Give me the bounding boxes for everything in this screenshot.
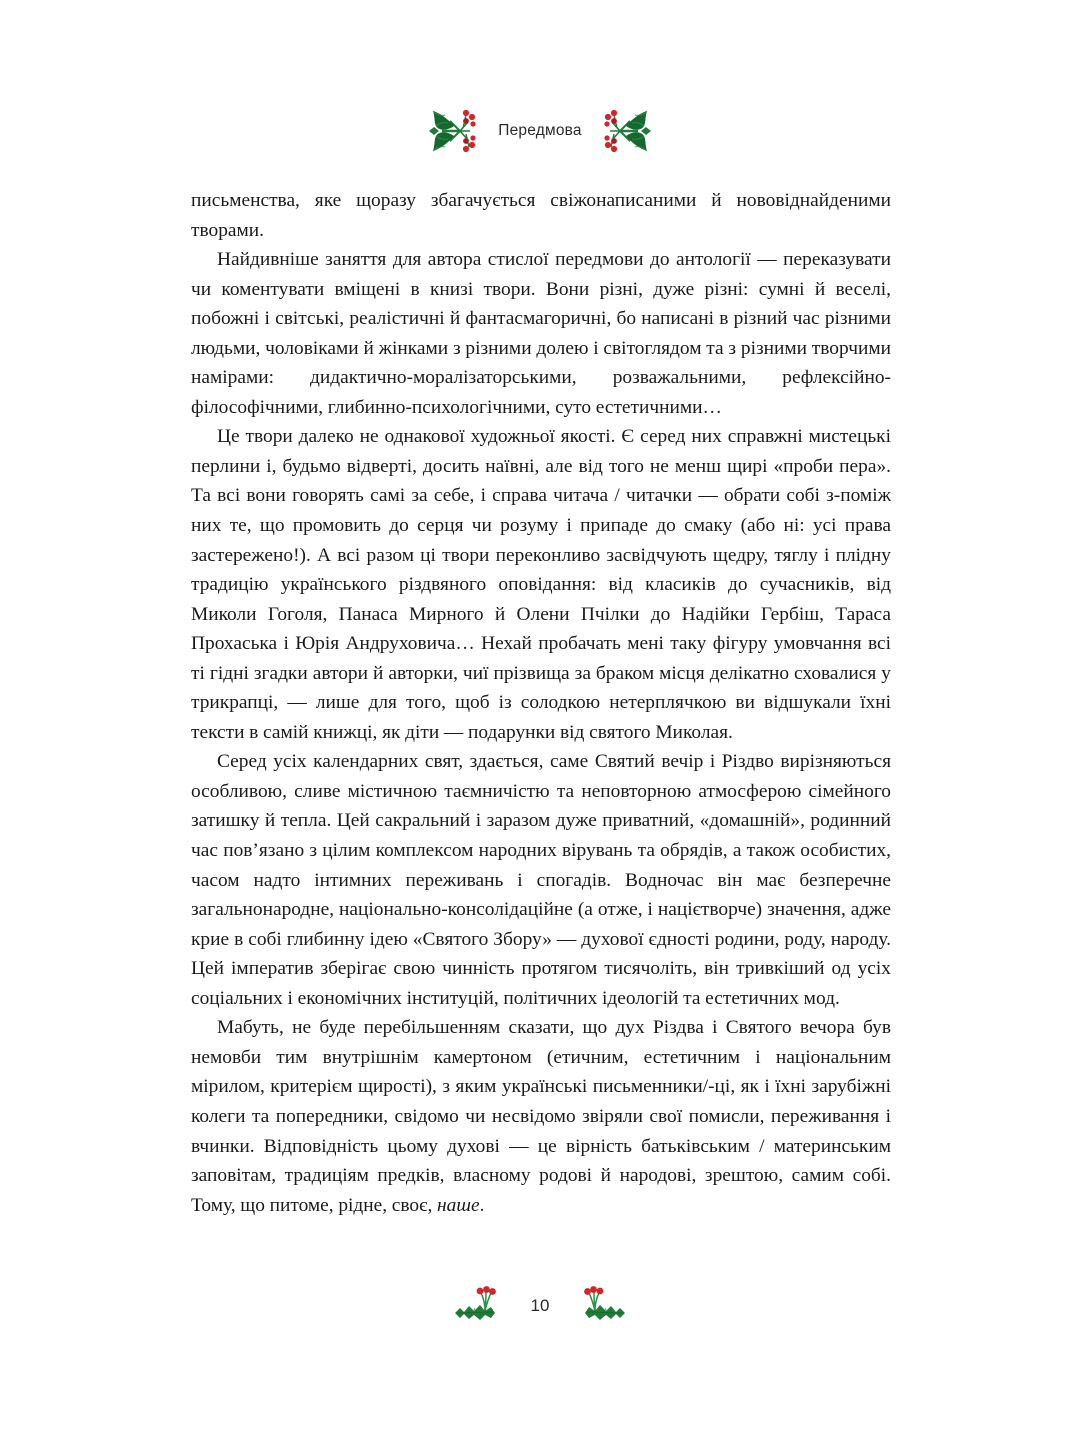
holly-sprig-icon (451, 1285, 503, 1327)
paragraph: Серед усіх календарних свят, здається, саме Святий вечір і Різдво вирізняються особливою, сливе містичною таємничістю та неповторною атмосферою сімейного затишку й тепла. Цей сакральний і заразом дуже приватний, «домашній», родинний час пов’язано з цілим комплексом народних вірувань та обрядів, а також особистих, часом надто інтимних переживань і спогадів. Водночас він має безперечне загальнонародне, національно-консолідаційне (а отже, і націєтворче) значення, адже крие в собі глибинну ідею «Святого Збору» — духової єдності родини, роду, народу. Цей імператив зберігає свою чинність протягом тисячоліть, він тривкіший од усіх соціальних і економічних інституцій, політичних ідеологій та естетичних мод. (191, 751, 891, 1009)
paragraph-text-tail: . (479, 1194, 485, 1216)
page-footer (0, 1278, 1080, 1334)
holly-ornament-icon (600, 102, 658, 160)
paragraph-text-lead: Мабуть, не буде перебільшенням сказати, що дух Різдва і Святого вечора був немовби тим внутрішнім камертоном (етичним, естетичним і національним мірилом, критерієм щирості), з яким українські письменники/-ці, як і їхні зарубіжні колеги та попередники, свідомо чи несвідомо звіряли свої помисли, переживання і вчинки. Відповідність цьому духові — це вірність батьківським / материнським заповітам, традиціям предків, власному родові й народові, зрештою, самим собі. Тому, що питоме, рідне, своє, (191, 1017, 891, 1216)
emphasis-naше: наше (437, 1194, 480, 1216)
page-number: 10 (530, 1296, 550, 1315)
running-head-title: Передмова (498, 122, 582, 139)
running-head (0, 100, 1080, 162)
holly-sprig-icon (577, 1285, 629, 1327)
paragraph: Це твори далеко не однакової художньої якості. Є серед них справжні мистецькі перлини і, будьмо відверті, досить наївні, але від того не менш щирі «проби пера». Та всі вони говорять самі за себе, і справа читача / читачки — обрати собі з-поміж них те, що промовить до серця чи розуму і припаде до смаку (або ні: усі права застережено!). А всі разом ці твори переконливо засвідчують щедру, тяглу і плідну традицію українського різдвяного оповідання: від класиків до сучасників, від Миколи Гоголя, Панаса Мирного й Олени Пчілки до Надійки Гербіш, Тараса Прохаська і Юрія Андруховича… Нехай пробачать мені таку фігуру умовчання всі ті гідні згадки автори й авторки, чиї прізвища за браком місця делікатно сховалися у трикрапці, — лише для того, щоб із солодкою нетерплячкою ви відшукали їхні тексти в самій книжці, як діти — подарунки від святого Миколая. (191, 426, 891, 743)
paragraph-final (191, 1013, 891, 1220)
holly-ornament-icon (422, 102, 480, 160)
paragraph: письменства, яке щоразу збагачується свіжонаписаними й нововіднайденими творами. (191, 190, 891, 241)
paragraph: Найдивніше заняття для автора стислої передмови до антології — переказувати чи коментувати вміщені в книзі твори. Вони різні, дуже різні: сумні й веселі, побожні і світські, реалістичні й фантасмагоричні, бо написані в різний час різними людьми, чоловіками й жінками з різними долею і світоглядом та з різними творчими намірами: дидактично-моралізаторськими, розважальними, рефлексійно-філософічними, глибинно-психологічними, суто естетичними… (191, 249, 891, 418)
body-text (191, 186, 891, 1220)
